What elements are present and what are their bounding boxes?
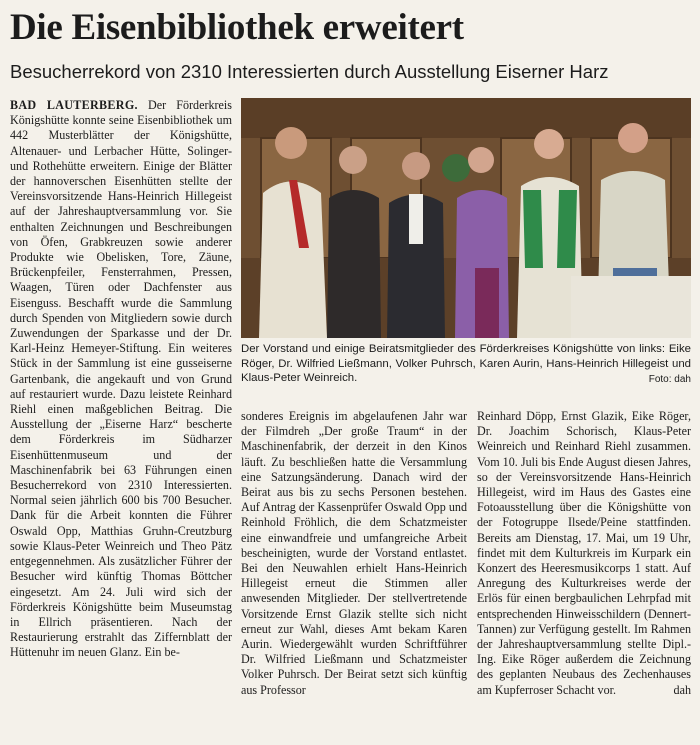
group-photo [241,98,691,338]
column-3-text: Reinhard Döpp, Ernst Glazik, Eike Röger, Dr. Joachim Schorisch, Klaus-Peter Weinreich und Reinhard Riehl zusammen. Vom 10. Juli bis Ende August diesen Jahres, so der Vereinsvorsitzende Hans-Heinrich Hillegeist, wird im Haus des Gastes eine Fotoausstellung über die Königshütte von der Fotogruppe Ilsede/Peine stattfinden. Bereits am Dienstag, 17. Mai, um 19 Uhr, findet mit dem Kulturkreis im Kurpark ein Konzert des Heeresmusikcorps 1 statt. Auf Anregung des Kulturkreises werde der Erlös für einen bergbaulichen Lehrpfad mit entsprechenden Hinweisschildern (Dennert-Tannen) zur Verfügung gestellt. Im Rahmen der Jahreshauptversammlung stellte Dipl.-Ing. Eike Röger außerdem die Zeichnung des geplanten Neubaus des Zechenhauses am Kupferroser Schacht vor. [477,409,691,697]
photo-caption [241,342,691,388]
photo-credit: Foto: dah [648,374,691,386]
article-column-1 [10,98,232,740]
author-initials: dah [673,682,691,697]
dateline: BAD LAUTERBERG. [10,98,138,112]
headline: Die Eisenbibliothek erweitert [10,7,464,48]
caption-text: Der Vorstand und einige Beiratsmitglieder des Förderkreises Königshütte von links: Eike Röger, Dr. Wilfried Ließmann, Volker Puhrsch, Karen Aurin, Hans-Heinrich Hillegeist und Klaus-Peter Weinreich. [241,343,691,385]
group-photo-illustration [241,98,691,338]
subheadline: Besucherrekord von 2310 Interessierten durch Ausstellung Eiserner Harz [10,61,609,82]
column-1-text: Der Förderkreis Königshütte konnte seine Eisenbibliothek um 442 Musterblätter der Königshütte, Altenauer- und Lerbacher Hütte, Solinger- und Rothehütte erweitern. Einige der Blätter der hannoverschen Eisenhütten stellte der Vereinsvorsitzende Hans-Heinrich Hillegeist auf der Jahreshauptversammlung vor. Sie enthalten Zeichnungen und Beschreibungen von Öfen, Grabkreuzen sowie anderer Produkte wie Obelisken, Tore, Zäune, Brückenpfeiler, Fensterrahmen, Pressen, Waagen, Türen oder Dachfenster aus Eisenguss. Beschafft wurde die Sammlung durch Spenden von Mitgliedern sowie durch Zuwendungen der Sparkasse und der Dr. Karl-Heinz Hemeyer-Stiftung. Ein weiteres Stück in der Sammlung ist eine gusseiserne Gartenbank, die angekauft und von Grund auf restauriert wurde. Dazu leistete Reinhard Riehl einen maßgeblichen Beitrag. Die Ausstellung der „Eiserne Harz“ bescherte dem Förderkreis im Südharzer Eisenhüttenmuseum und der Maschinenfabrik bei 63 Führungen einen Besucherrekord von 2310 Interessierten. Normal seien jährlich 600 bis 700 Besucher. Dank für die Arbeit konnten die Führer Oswald Opp, Matthias Gruhn-Creutzburg sowie Klaus-Peter Weinreich und Theo Pätz entgegennehmen. Als zusätzlicher Führer der Besucher wird künftig Thomas Böttcher eingesetzt. Am 24. Juli wird sich der Förderkreis Königshütte beim Museumstag in Ellrich präsentieren. Nach der Restaurierung erstrahlt das Ziffernblatt der Hüttenuhr im neuen Glanz. Ein be- [10,98,232,660]
article-column-3 [477,409,691,741]
column-2-text: sonderes Ereignis im abgelaufenen Jahr war der Filmdreh „Der große Traum“ in der Maschinenfabrik, der derzeit in den Kinos läuft. Zu beschließen hatte die Versammlung eine Satzungsänderung. Danach wird der Beirat aus bis zu sechs Personen bestehen. Auf Antrag der Kassenprüfer Oswald Opp und Reinhold Fröhlich, die dem Schatzmeister eine einwandfreie und umfangreiche Arbeit bescheinigten, wurde der Vorstand entlastet. Bei den Neuwahlen erhielt Hans-Heinrich Hillegeist erneut die Stimmen aller anwesenden Mitglieder. Der stellvertretende Vorsitzende Ernst Glazik stellte sich nicht erneut zur Wahl, dieses Amt bekam Karen Aurin. Wiedergewählt wurden Schriftführer Dr. Wilfried Ließmann und Schatzmeister Volker Puhrsch. Der Beirat setzt sich künftig aus Professor [241,409,467,697]
article-column-2 [241,409,467,741]
